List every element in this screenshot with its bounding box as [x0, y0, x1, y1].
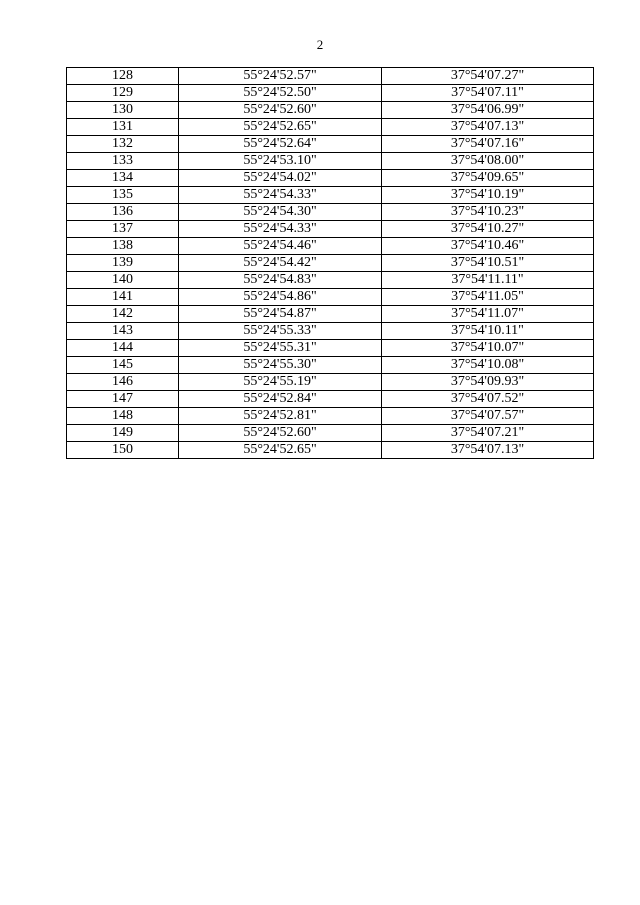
longitude-cell: 37°54'07.11": [382, 85, 594, 102]
longitude-cell: 37°54'11.07": [382, 306, 594, 323]
longitude-cell: 37°54'07.52": [382, 391, 594, 408]
latitude-cell: 55°24'52.60": [179, 102, 382, 119]
longitude-cell: 37°54'10.46": [382, 238, 594, 255]
longitude-cell: 37°54'11.11": [382, 272, 594, 289]
point-number-cell: 136: [67, 204, 179, 221]
table-row: [67, 255, 594, 272]
point-number-cell: 147: [67, 391, 179, 408]
point-number-cell: 141: [67, 289, 179, 306]
latitude-cell: 55°24'54.83": [179, 272, 382, 289]
table-row: [67, 187, 594, 204]
latitude-cell: 55°24'54.33": [179, 221, 382, 238]
longitude-cell: 37°54'07.21": [382, 425, 594, 442]
table-row: [67, 153, 594, 170]
longitude-cell: 37°54'10.23": [382, 204, 594, 221]
point-number-cell: 149: [67, 425, 179, 442]
point-number-cell: 145: [67, 357, 179, 374]
table-row: [67, 119, 594, 136]
table-row: [67, 136, 594, 153]
point-number-cell: 137: [67, 221, 179, 238]
longitude-cell: 37°54'07.27": [382, 68, 594, 85]
point-number-cell: 139: [67, 255, 179, 272]
point-number-cell: 129: [67, 85, 179, 102]
point-number-cell: 134: [67, 170, 179, 187]
table-row: [67, 272, 594, 289]
longitude-cell: 37°54'09.93": [382, 374, 594, 391]
point-number-cell: 138: [67, 238, 179, 255]
point-number-cell: 146: [67, 374, 179, 391]
longitude-cell: 37°54'07.13": [382, 442, 594, 459]
longitude-cell: 37°54'10.19": [382, 187, 594, 204]
latitude-cell: 55°24'52.57": [179, 68, 382, 85]
latitude-cell: 55°24'55.31": [179, 340, 382, 357]
point-number-cell: 131: [67, 119, 179, 136]
latitude-cell: 55°24'52.65": [179, 442, 382, 459]
latitude-cell: 55°24'52.84": [179, 391, 382, 408]
latitude-cell: 55°24'55.19": [179, 374, 382, 391]
point-number-cell: 130: [67, 102, 179, 119]
latitude-cell: 55°24'52.64": [179, 136, 382, 153]
table-row: [67, 306, 594, 323]
table-row: [67, 442, 594, 459]
point-number-cell: 148: [67, 408, 179, 425]
table-row: [67, 289, 594, 306]
table-row: [67, 425, 594, 442]
point-number-cell: 140: [67, 272, 179, 289]
table-row: [67, 170, 594, 187]
table-row: [67, 204, 594, 221]
latitude-cell: 55°24'52.60": [179, 425, 382, 442]
latitude-cell: 55°24'52.81": [179, 408, 382, 425]
table-row: [67, 374, 594, 391]
point-number-cell: 143: [67, 323, 179, 340]
latitude-cell: 55°24'55.33": [179, 323, 382, 340]
coordinates-table-body: [67, 68, 594, 459]
point-number-cell: 142: [67, 306, 179, 323]
latitude-cell: 55°24'53.10": [179, 153, 382, 170]
longitude-cell: 37°54'11.05": [382, 289, 594, 306]
longitude-cell: 37°54'07.57": [382, 408, 594, 425]
latitude-cell: 55°24'54.02": [179, 170, 382, 187]
longitude-cell: 37°54'10.07": [382, 340, 594, 357]
latitude-cell: 55°24'52.50": [179, 85, 382, 102]
table-row: [67, 323, 594, 340]
table-row: [67, 357, 594, 374]
longitude-cell: 37°54'06.99": [382, 102, 594, 119]
longitude-cell: 37°54'07.16": [382, 136, 594, 153]
longitude-cell: 37°54'09.65": [382, 170, 594, 187]
latitude-cell: 55°24'54.46": [179, 238, 382, 255]
longitude-cell: 37°54'10.27": [382, 221, 594, 238]
latitude-cell: 55°24'54.33": [179, 187, 382, 204]
table-row: [67, 85, 594, 102]
table-row: [67, 391, 594, 408]
longitude-cell: 37°54'10.51": [382, 255, 594, 272]
point-number-cell: 128: [67, 68, 179, 85]
longitude-cell: 37°54'10.08": [382, 357, 594, 374]
point-number-cell: 132: [67, 136, 179, 153]
point-number-cell: 144: [67, 340, 179, 357]
longitude-cell: 37°54'07.13": [382, 119, 594, 136]
table-row: [67, 68, 594, 85]
latitude-cell: 55°24'55.30": [179, 357, 382, 374]
table-row: [67, 408, 594, 425]
latitude-cell: 55°24'54.42": [179, 255, 382, 272]
point-number-cell: 150: [67, 442, 179, 459]
latitude-cell: 55°24'52.65": [179, 119, 382, 136]
table-row: [67, 238, 594, 255]
point-number-cell: 135: [67, 187, 179, 204]
page-number: 2: [316, 37, 324, 52]
latitude-cell: 55°24'54.30": [179, 204, 382, 221]
coordinates-table: [66, 67, 594, 459]
latitude-cell: 55°24'54.87": [179, 306, 382, 323]
table-row: [67, 221, 594, 238]
latitude-cell: 55°24'54.86": [179, 289, 382, 306]
table-row: [67, 102, 594, 119]
table-row: [67, 340, 594, 357]
longitude-cell: 37°54'10.11": [382, 323, 594, 340]
longitude-cell: 37°54'08.00": [382, 153, 594, 170]
point-number-cell: 133: [67, 153, 179, 170]
